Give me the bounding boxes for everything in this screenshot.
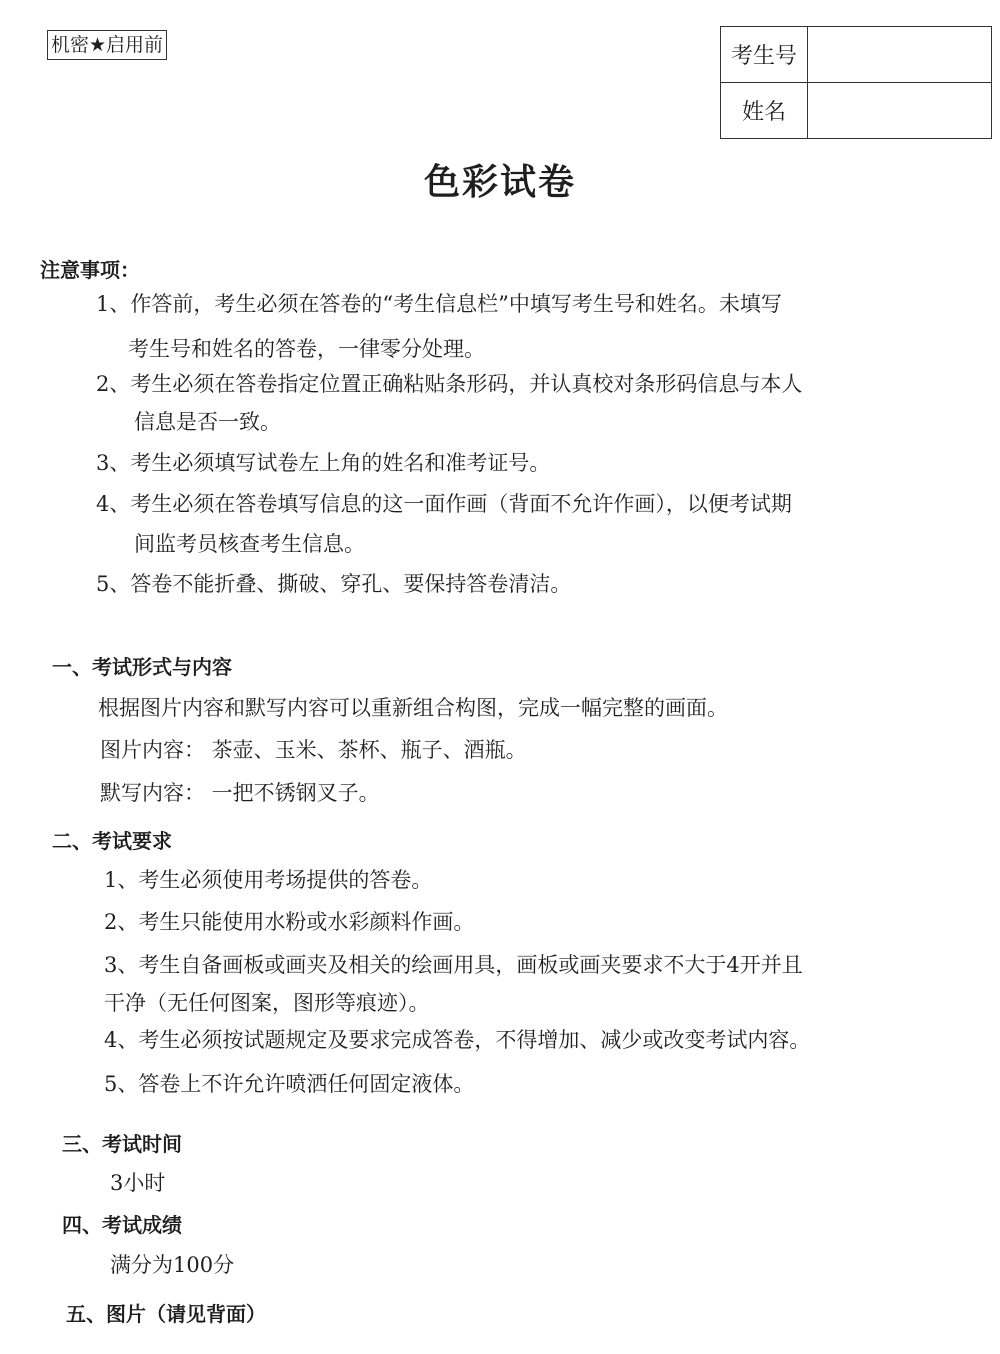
section4-value: 满分为100分 [110,1253,235,1277]
section1-desc: 根据图片内容和默写内容可以重新组合构图，完成一幅完整的画面。 [98,696,728,720]
notice-heading: 注意事项： [40,258,140,282]
exam-id-field[interactable] [808,27,992,83]
notice-item-4-line1: 4、考生必须在答卷填写信息的这一面作画（背面不允许作画），以便考试期 [96,492,792,516]
notice-item-4-line2: 间监考员核查考生信息。 [134,532,365,556]
section2-item-3-line2: 干净（无任何图案，图形等痕迹）。 [104,991,430,1015]
name-label: 姓名 [721,83,808,139]
section5-heading: 五、图片（请见背面） [66,1302,266,1326]
exam-id-label: 考生号 [721,27,808,83]
section1-picture-content: 图片内容： 茶壶、玉米、茶杯、瓶子、酒瓶。 [100,738,527,762]
section4-heading: 四、考试成绩 [62,1213,182,1237]
confidential-label: 机密★启用前 [47,30,167,60]
section2-heading: 二、考试要求 [52,829,172,853]
section1-heading: 一、考试形式与内容 [52,655,232,679]
section1-memory-content: 默写内容： 一把不锈钢叉子。 [100,781,380,805]
section2-item-2: 2、考生只能使用水粉或水彩颜料作画。 [104,910,475,934]
section3-value: 3小时 [110,1171,166,1195]
section2-item-5: 5、答卷上不许允许喷洒任何固定液体。 [104,1072,475,1096]
notice-item-1-line1: 1、作答前，考生必须在答卷的“考生信息栏”中填写考生号和姓名。未填写 [96,292,782,316]
section2-item-4: 4、考生必须按试题规定及要求完成答卷，不得增加、减少或改变考试内容。 [104,1028,811,1052]
candidate-info-table [720,26,992,139]
notice-item-2-line2: 信息是否一致。 [134,410,281,434]
notice-item-1-line2: 考生号和姓名的答卷，一律零分处理。 [128,337,485,361]
section2-item-3-line1: 3、考生自备画板或画夹及相关的绘画用具，画板或画夹要求不大于4开并且 [104,953,803,977]
section2-item-1: 1、考生必须使用考场提供的答卷。 [104,868,433,892]
page-title: 色彩试卷 [423,162,576,203]
notice-item-5: 5、答卷不能折叠、撕破、穿孔、要保持答卷清洁。 [96,572,572,596]
section3-heading: 三、考试时间 [62,1132,182,1156]
name-field[interactable] [808,83,992,139]
notice-item-2-line1: 2、考生必须在答卷指定位置正确粘贴条形码，并认真校对条形码信息与本人 [96,372,803,396]
notice-item-3: 3、考生必须填写试卷左上角的姓名和准考证号。 [96,451,551,475]
